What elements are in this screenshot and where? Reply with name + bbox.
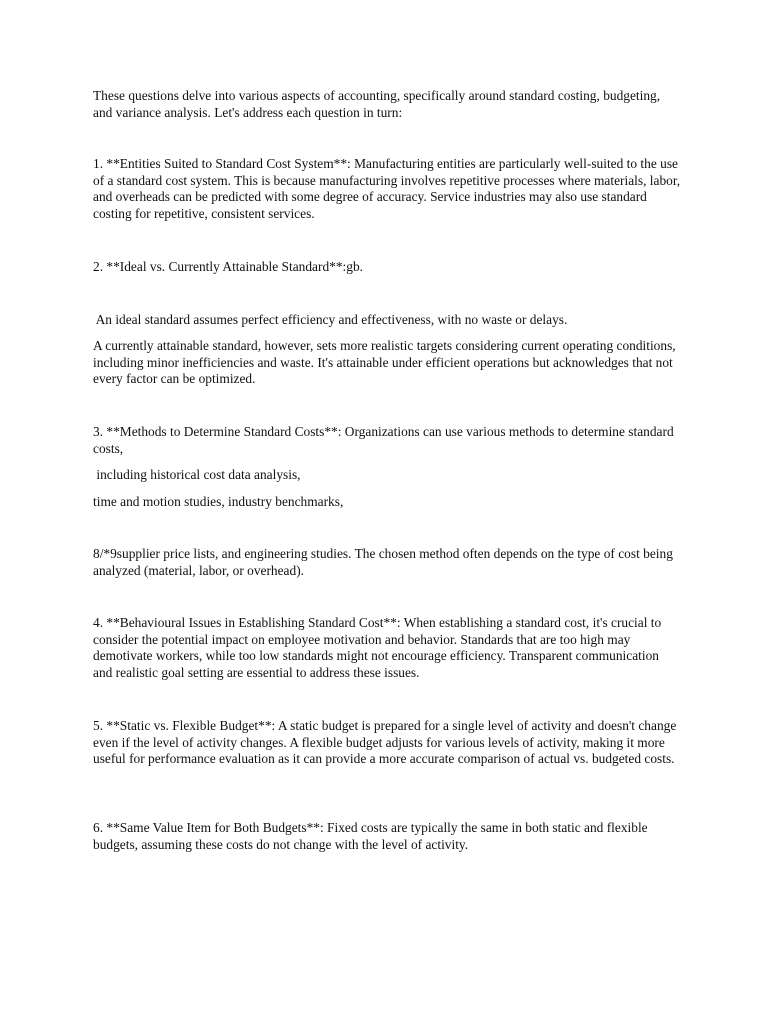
attainable-standard-paragraph: A currently attainable standard, however, sets more realistic targets considering current operating conditions, including minor inefficiencies and waste. It's attainable under efficient operations but acknowledges that not every factor can be optimized. — [93, 338, 676, 387]
question-3-paragraph: 3. **Methods to Determine Standard Costs**: Organizations can use various methods to determine standard costs, — [93, 424, 674, 456]
supplier-price-paragraph: 8/*9supplier price lists, and engineering studies. The chosen method often depends on the type of cost being analyzed (material, labor, or overhead). — [93, 546, 673, 578]
question-6-paragraph: 6. **Same Value Item for Both Budgets**: Fixed costs are typically the same in both static and flexible budgets, assuming these costs do not change with the level of activity. — [93, 820, 648, 852]
question-1-paragraph: 1. **Entities Suited to Standard Cost System**: Manufacturing entities are particularly well-suited to the use of a standard cost system. This is because manufacturing involves repetitive processes where materials, labor, and overheads can be predicted with some degree of accuracy. Service industries may also use standard costing for repetitive, consistent services. — [93, 156, 681, 221]
question-4-paragraph: 4. **Behavioural Issues in Establishing Standard Cost**: When establishing a standard cost, it's crucial to consider the potential impact on employee motivation and behavior. Standards that are too high may demotivate workers, while too low standards might not encourage efficiency. Transparent communication and realistic goal setting are essential to address these issues. — [93, 615, 662, 680]
ideal-standard-paragraph: An ideal standard assumes perfect efficiency and effectiveness, with no waste or delays. — [93, 312, 568, 327]
question-2-heading: 2. **Ideal vs. Currently Attainable Standard**:gb. — [93, 259, 363, 274]
time-motion-line: time and motion studies, industry benchmarks, — [93, 494, 344, 509]
historical-cost-line: including historical cost data analysis, — [93, 467, 301, 482]
intro-paragraph: These questions delve into various aspects of accounting, specifically around standard costing, budgeting, and variance analysis. Let's address each question in turn: — [93, 88, 661, 120]
question-5-paragraph: 5. **Static vs. Flexible Budget**: A static budget is prepared for a single level of activity and doesn't change even if the level of activity changes. A flexible budget adjusts for various levels of activity, making it more useful for performance evaluation as it can provide a more accurate comparison of actual vs. budgeted costs. — [93, 718, 677, 767]
